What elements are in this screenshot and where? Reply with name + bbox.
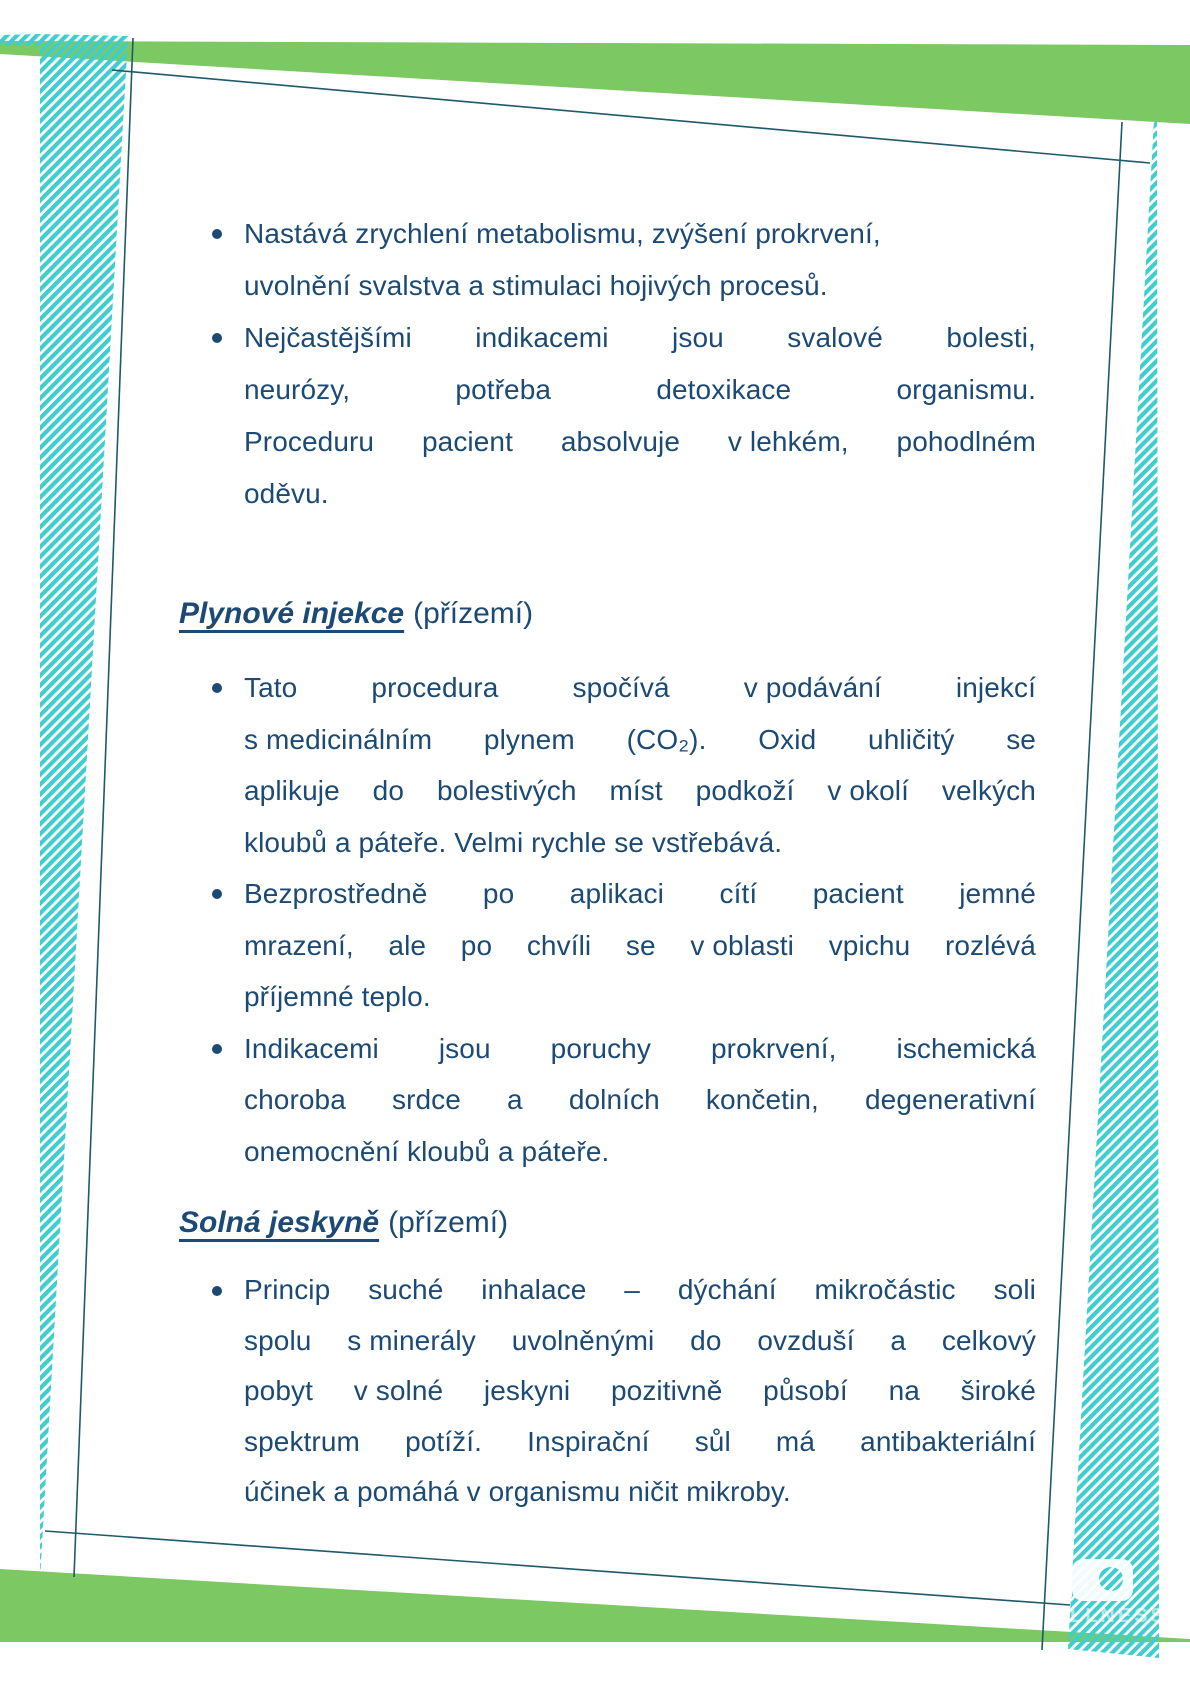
text-line: Nejčastějšími indikacemi jsou svalové bolesti,	[244, 312, 1036, 364]
bullet-dot	[212, 1286, 222, 1296]
text-line: kloubů a páteře. Velmi rychle se vstřebává.	[244, 826, 783, 858]
text-line: neurózy, potřeba detoxikace organismu.	[244, 374, 1036, 405]
text-line: uvolnění svalstva a stimulaci hojivých procesů.	[244, 270, 828, 301]
heading-title: Solná jeskyně	[179, 1206, 380, 1239]
text-line: účinek a pomáhá v organismu ničit mikroby.	[244, 1476, 791, 1507]
text-line: pobyt v solné jeskyni pozitivně působí na široké	[244, 1375, 1036, 1406]
text-line: onemocnění kloubů a páteře.	[244, 1135, 610, 1167]
text-line: Tato procedura spočívá v podávání injekcí	[244, 662, 1036, 714]
section-salt-cave-bullets	[244, 1265, 1036, 1518]
text-line: aplikuje do bolestivých míst podkoží v okolí velkých	[244, 775, 1036, 806]
heading-location: (přízemí)	[413, 597, 534, 630]
section-heading-gas-injections	[179, 588, 533, 640]
section-intro-bullets	[244, 208, 1036, 520]
section-gas-injections-bullets	[244, 662, 1036, 1177]
bullet-dot	[212, 1044, 222, 1054]
text-line: Nastává zrychlení metabolismu, zvýšení prokrvení,	[244, 208, 1036, 260]
section-heading-salt-cave	[179, 1197, 508, 1249]
heading-location: (přízemí)	[388, 1206, 509, 1239]
text-line: s medicinálním plynem (CO₂). Oxid uhličitý se	[244, 723, 1036, 755]
text-line: choroba srdce a dolních končetin, degenerativní	[244, 1084, 1036, 1115]
text-line: Proceduru pacient absolvuje v lehkém, pohodlném	[244, 426, 1036, 457]
heading-title: Plynové injekce	[179, 597, 405, 630]
text-line: příjemné teplo.	[244, 981, 431, 1012]
bullet-dot	[212, 229, 222, 239]
text-line: Indikacemi jsou poruchy prokrvení, ischemická	[244, 1023, 1036, 1075]
bullet-dot	[212, 889, 222, 899]
text-line: Princip suché inhalace – dýchání mikročástic soli	[244, 1265, 1036, 1316]
bullet-dot	[212, 333, 222, 343]
text-line: mrazení, ale po chvíli se v oblasti vpichu rozlévá	[244, 929, 1036, 961]
bullet-dot	[212, 683, 222, 693]
text-line: oděvu.	[244, 478, 329, 509]
text-line: spolu s minerály uvolněnými do ovzduší a celkový	[244, 1324, 1036, 1356]
watermark-text: LLNESS	[1070, 1605, 1167, 1627]
text-line: spektrum potíží. Inspirační sůl má antibakteriální	[244, 1425, 1036, 1457]
text-line: Bezprostředně po aplikaci cítí pacient jemné	[244, 868, 1036, 920]
